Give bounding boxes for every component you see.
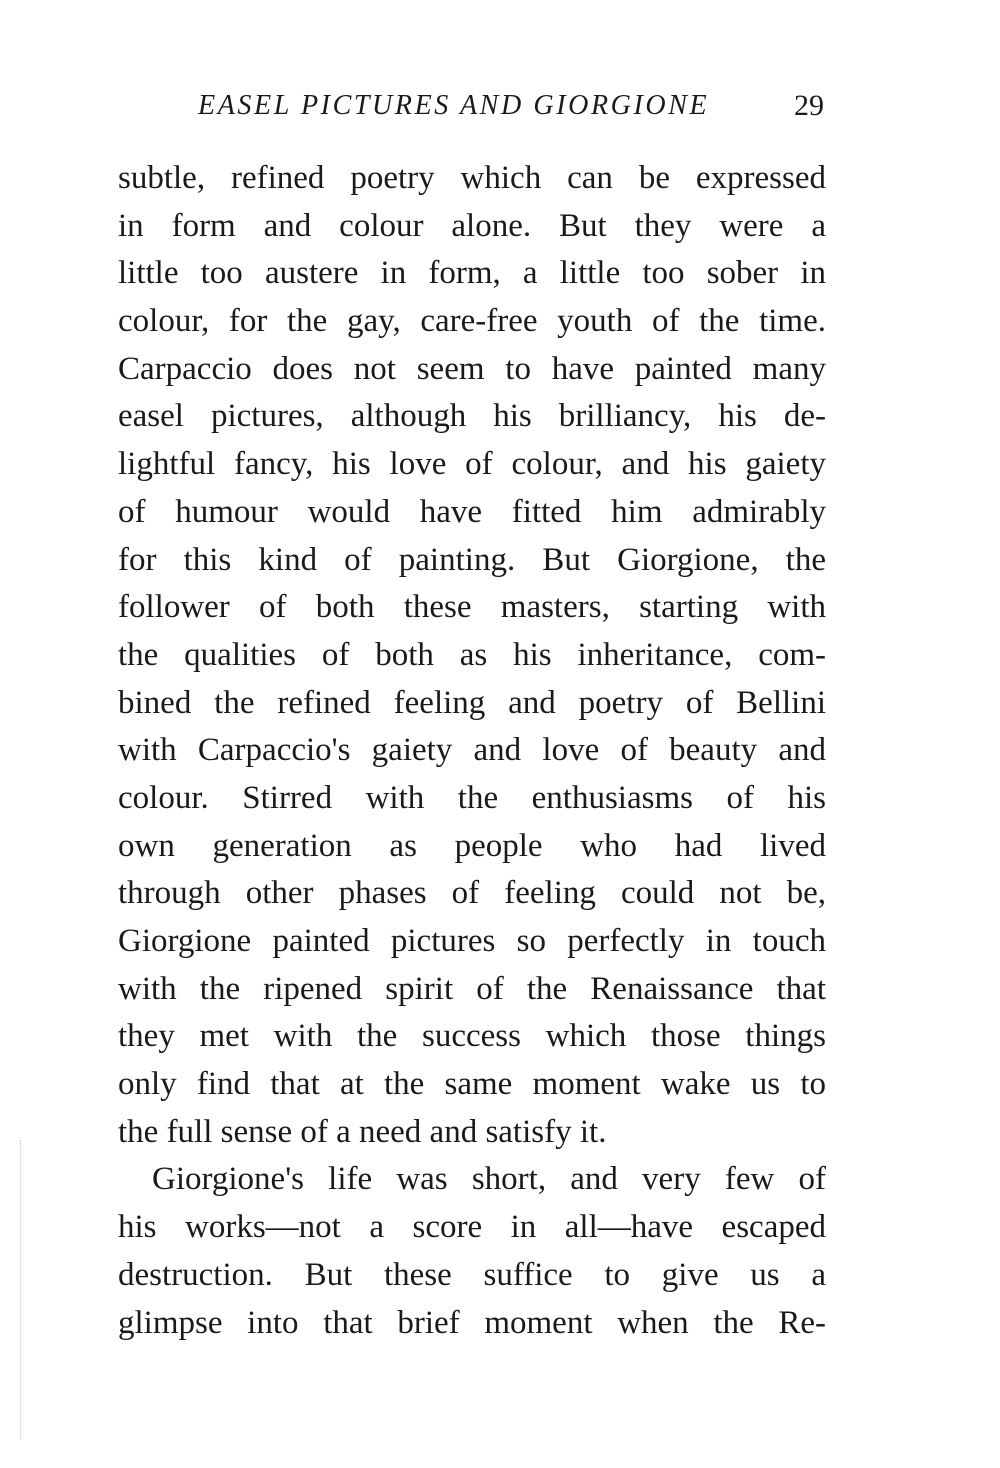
text-line: Giorgione painted pictures so perfectly in touch	[118, 923, 826, 959]
text-line: glimpse into that brief moment when the Re-	[118, 1304, 826, 1341]
text-line: they met with the success which those things	[118, 1018, 826, 1055]
text-line: the full sense of a need and satisfy it.	[118, 1113, 607, 1150]
text-line: of humour would have fitted him admirably	[118, 493, 826, 530]
body-text	[118, 155, 826, 1347]
text-line: bined the refined feeling and poetry of Bellini	[118, 684, 826, 721]
text-line: destruction. But these suffice to give us a	[118, 1256, 826, 1293]
running-title: EASEL PICTURES AND GIORGIONE	[198, 90, 710, 121]
text-line: easel pictures, although his brilliancy, his de-	[118, 398, 826, 435]
text-line: follower of both these masters, starting with	[118, 589, 826, 626]
text-line: with Carpaccio's gaiety and love of beauty and	[118, 732, 826, 769]
text-line: Carpaccio does not seem to have painted many	[118, 350, 826, 387]
text-line: through other phases of feeling could not be,	[118, 875, 826, 912]
text-line: colour, for the gay, care-free youth of the time.	[118, 303, 826, 340]
text-line: in form and colour alone. But they were a	[118, 207, 826, 244]
running-head	[118, 86, 830, 126]
text-line: the qualities of both as his inheritance, com-	[118, 636, 826, 673]
paragraph-1	[118, 155, 826, 1156]
text-line: Giorgione's life was short, and very few of	[152, 1161, 826, 1198]
text-line: for this kind of painting. But Giorgione, the	[118, 541, 826, 578]
text-line: only find that at the same moment wake us to	[118, 1066, 826, 1103]
paragraph-2	[118, 1156, 826, 1347]
text-line: with the ripened spirit of the Renaissance that	[118, 970, 826, 1007]
page-number: 29	[794, 89, 824, 122]
text-line: colour. Stirred with the enthusiasms of his	[118, 779, 826, 816]
scan-margin-artifact	[20, 1140, 25, 1440]
text-line: his works—not a score in all—have escaped	[118, 1209, 826, 1246]
text-line: little too austere in form, a little too sober in	[118, 255, 826, 292]
text-line: subtle, refined poetry which can be expressed	[118, 160, 826, 196]
text-line: own generation as people who had lived	[118, 827, 826, 864]
text-line: lightful fancy, his love of colour, and his gaiety	[118, 446, 826, 483]
